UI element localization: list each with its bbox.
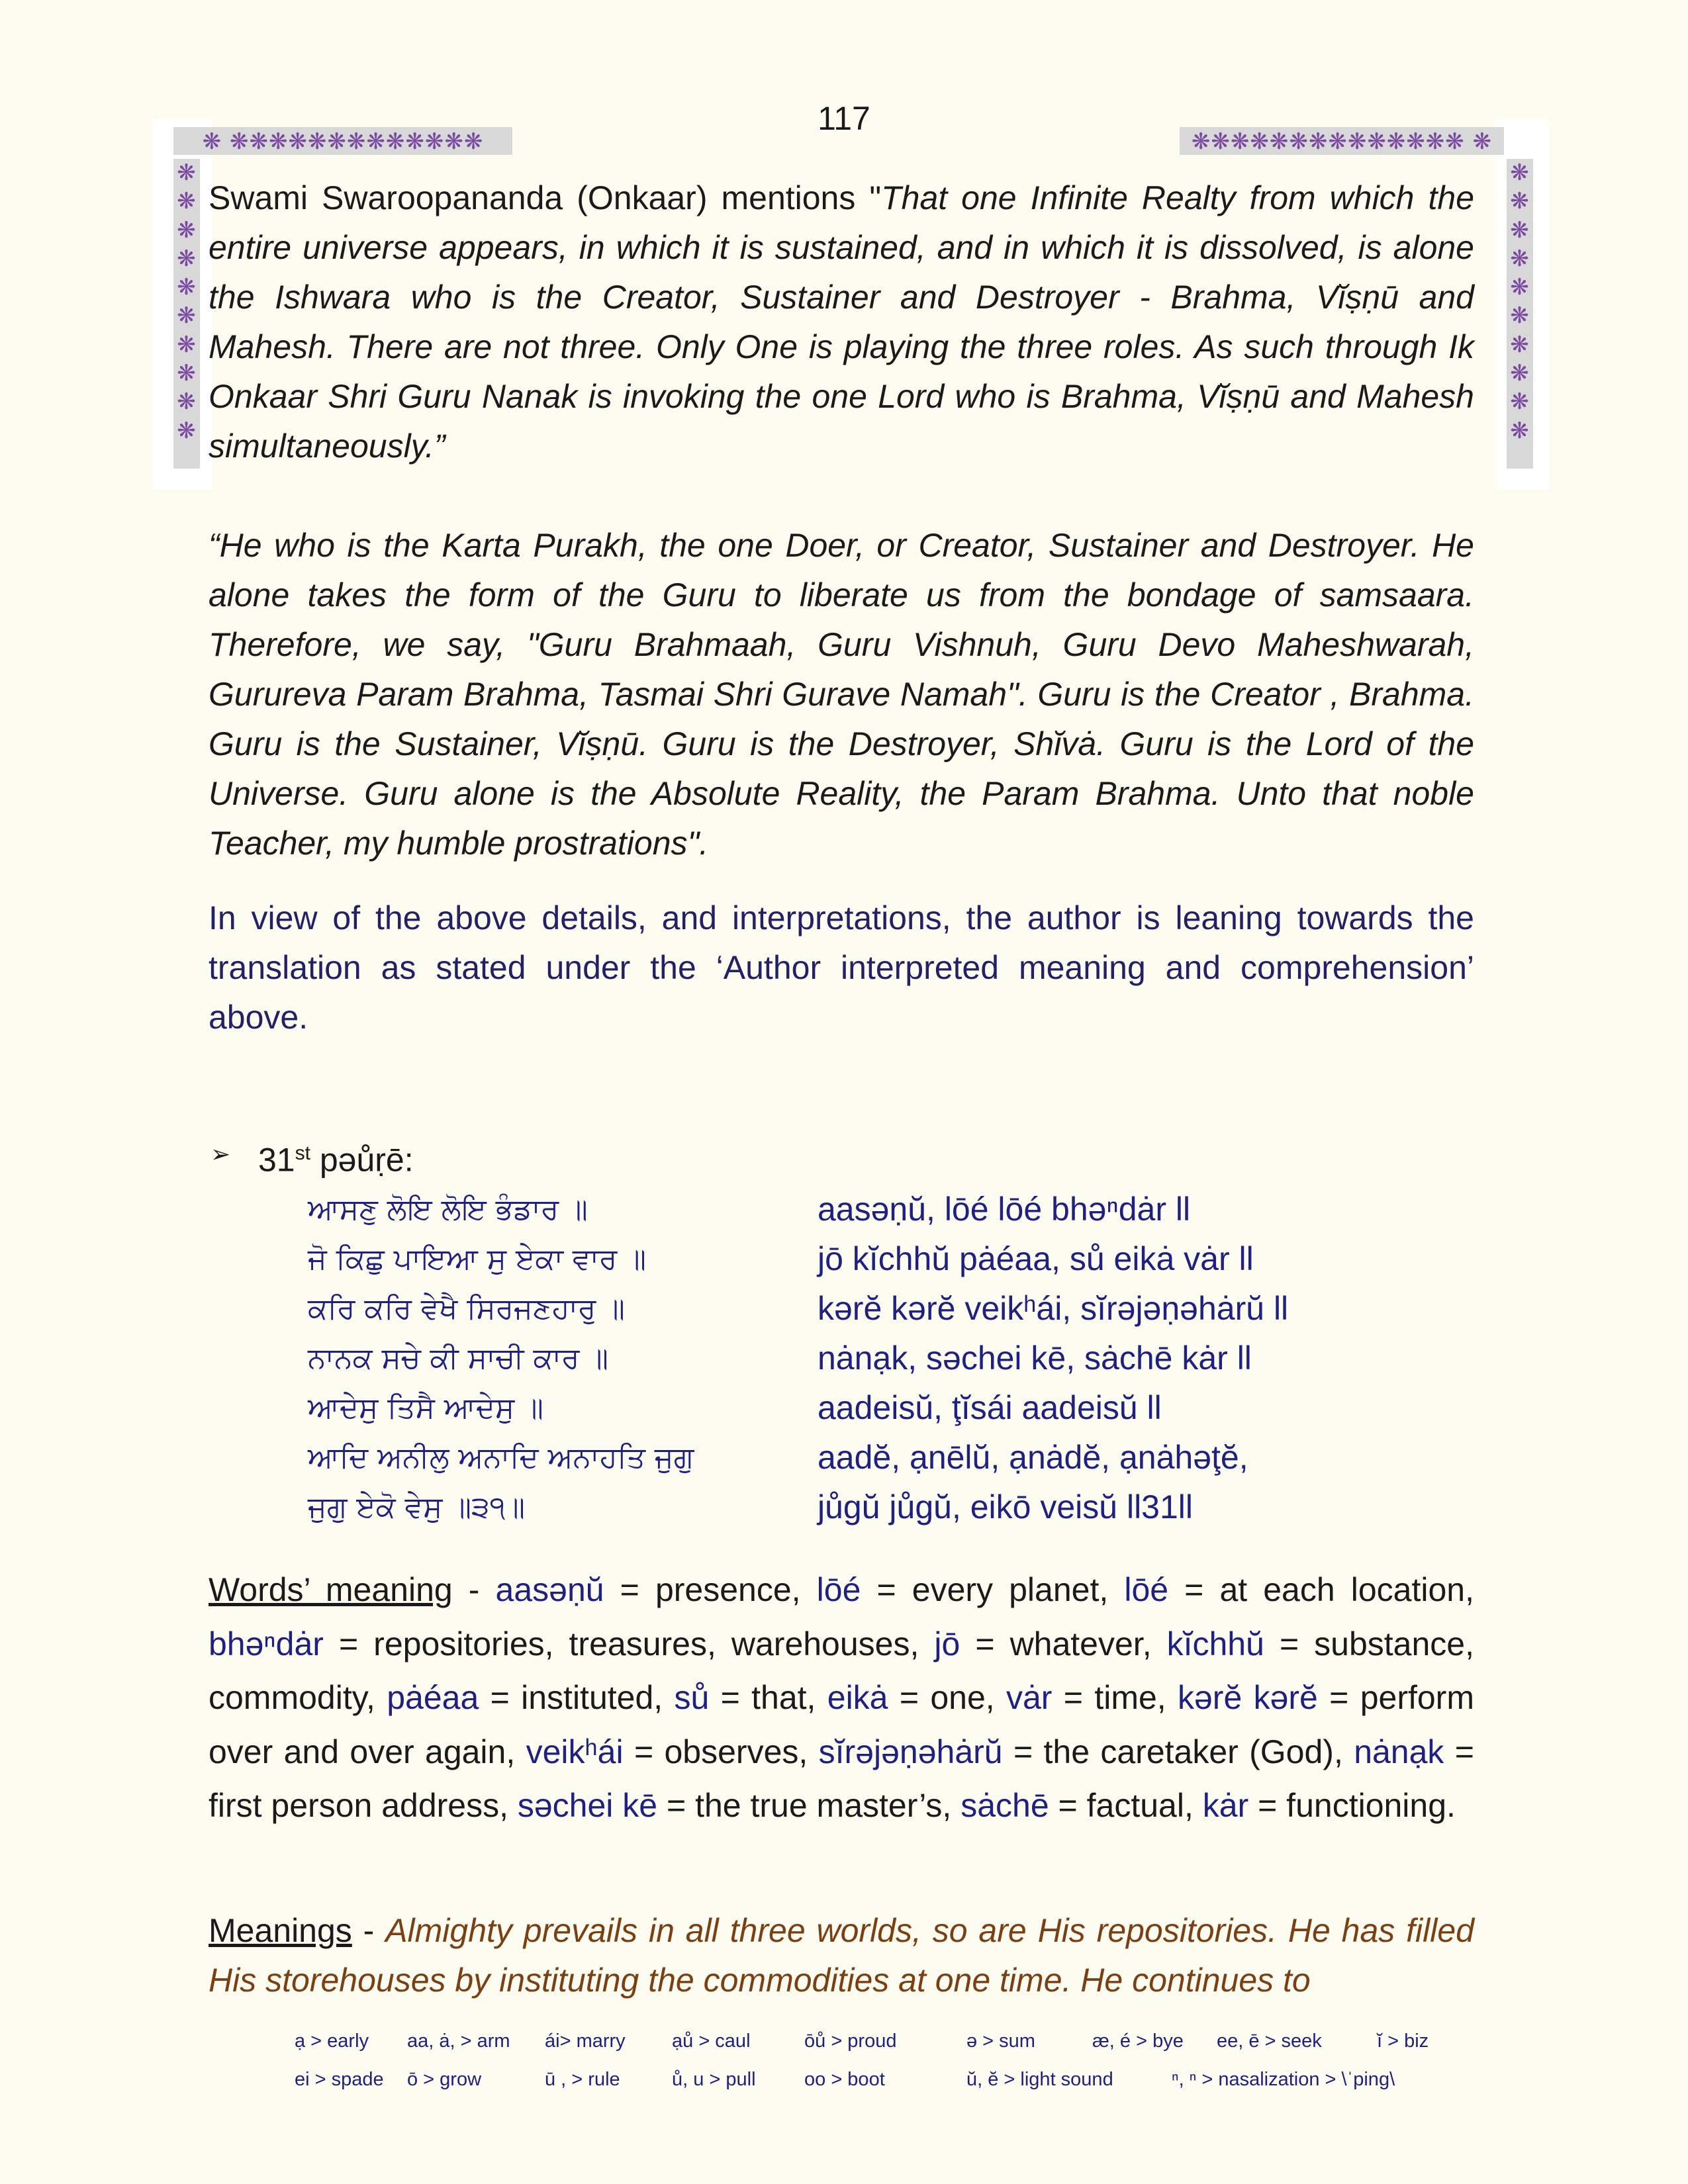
legend-item: ů, u > pull bbox=[672, 2069, 756, 2090]
gurmukhi-line: ਆਸਣੁ ਲੋਇ ਲੋਇ ਭੰਡਾਰ ॥ bbox=[308, 1193, 588, 1226]
legend-item: ĭ > biz bbox=[1377, 2030, 1429, 2052]
gurmukhi-verses bbox=[308, 1185, 694, 1532]
pronunciation-legend bbox=[295, 2030, 1486, 2107]
gurmukhi-line: ਨਾਨਕ ਸਚੇ ਕੀ ਸਾਚੀ ਕਾਰ ॥ bbox=[308, 1342, 609, 1375]
gurmukhi-line: ਆਦਿ ਅਨੀਲੁ ਅਨਾਦਿ ਅਨਾਹਤਿ ਜੁਗੁ bbox=[308, 1441, 694, 1475]
legend-item: ⁿ, ⁿ > nasalization > \ˈping\ bbox=[1172, 2069, 1395, 2090]
translit-line: nȧnạk, səchei kē, sȧchē kȧr ll bbox=[818, 1340, 1252, 1377]
words-meaning-label: Words’ meaning bbox=[209, 1571, 453, 1608]
page-number: 117 bbox=[818, 100, 870, 137]
word-definition: = substance, commodity, bbox=[209, 1625, 1475, 1716]
quote-karta-purakh: “He who is the Karta Purakh, the one Doer, or Creator, Sustainer and Destroyer. He alone takes the form of the Guru to liberate us from the bondage of samsaara. Therefore, we say, "Guru Brahmaah, Guru Vishnuh, Guru Devo Maheshwarah, Gurureva Param Brahma, Tasmai Shri Gurave Namah". Guru is the Creator , Brahma. Guru is the Sustainer, Vĭṣṇū. Guru is the Destroyer, Shĭvȧ. Guru is the Lord of the Universe. Guru alone is the Absolute Reality, the Param Brahma. Unto that noble Teacher, my humble prostrations". bbox=[209, 527, 1474, 862]
word-definition: = one, bbox=[888, 1679, 1006, 1716]
gurmukhi-line: ਆਦੇਸੁ ਤਿਸੈ ਆਦੇਸੁ ॥ bbox=[308, 1391, 543, 1425]
word-term: aasəṇŭ bbox=[495, 1571, 604, 1608]
translit-line: jůgŭ jůgŭ, eikō veisŭ ll31ll bbox=[818, 1488, 1194, 1525]
word-term: lōé bbox=[1124, 1571, 1169, 1608]
word-term: eikȧ bbox=[827, 1679, 888, 1716]
word-definition: = first person address, bbox=[209, 1733, 1474, 1824]
word-term: lōé bbox=[816, 1571, 861, 1608]
pauri-suffix: st bbox=[295, 1142, 310, 1164]
word-term: jō bbox=[934, 1625, 961, 1662]
legend-item: ō > grow bbox=[407, 2069, 482, 2090]
words-meaning-dash: - bbox=[452, 1571, 496, 1608]
word-definition: = instituted, bbox=[479, 1679, 675, 1716]
legend-item: ạ > early bbox=[295, 2030, 369, 2052]
word-definition: = time, bbox=[1052, 1679, 1178, 1716]
word-term: sů bbox=[674, 1679, 710, 1716]
meanings-text: Almighty prevails in all three worlds, so are His repositories. He has filled His storehouses by instituting the commodities at one time. He continues to bbox=[209, 1912, 1474, 1999]
meanings-label: Meanings bbox=[209, 1912, 352, 1949]
translit-line: kərĕ kərĕ veikʰái, sĭrəjəṇəhȧrŭ ll bbox=[818, 1290, 1289, 1327]
word-definition: = the caretaker (God), bbox=[1002, 1733, 1354, 1770]
word-definition: = observes, bbox=[623, 1733, 819, 1770]
word-term: pȧéaa bbox=[387, 1679, 479, 1716]
legend-item: ōů > proud bbox=[804, 2030, 897, 2052]
legend-row-2 bbox=[295, 2069, 1486, 2107]
word-definition: = whatever, bbox=[960, 1625, 1167, 1662]
legend-item: ạů > caul bbox=[672, 2030, 751, 2052]
word-definition: = at each location, bbox=[1168, 1571, 1474, 1608]
legend-row-1 bbox=[295, 2030, 1486, 2069]
pauri-title: pəůṛē: bbox=[310, 1141, 414, 1179]
translit-line: aadeisŭ, ţĭsái aadeisŭ ll bbox=[818, 1389, 1162, 1426]
transliteration-verses bbox=[818, 1185, 1288, 1532]
pauri-heading bbox=[258, 1134, 414, 1180]
word-definition: = that, bbox=[709, 1679, 827, 1716]
translit-line: aadĕ, ạnēlŭ, ạnȧdĕ, ạnȧhəţĕ, bbox=[818, 1439, 1248, 1476]
quote-swaroopananda-prefix: Swami Swaroopananda (Onkaar) mentions " bbox=[209, 179, 882, 216]
flower-border-right: ❋❋❋❋❋❋❋❋❋❋ bbox=[1507, 159, 1533, 469]
translit-line: jō kĭchhŭ pȧéaa, sů eikȧ vȧr ll bbox=[818, 1240, 1254, 1277]
quote-swaroopananda bbox=[209, 173, 1474, 471]
word-definition: = presence, bbox=[604, 1571, 817, 1608]
word-term: sĭrəjəṇəhȧrŭ bbox=[818, 1733, 1003, 1770]
gurmukhi-line: ਜੁਗੁ ਏਕੋ ਵੇਸੁ ॥੩੧॥ bbox=[308, 1490, 526, 1524]
word-definition: = every planet, bbox=[861, 1571, 1125, 1608]
quote-swaroopananda-text: That one Infinite Realty from which the entire universe appears, in which it is sustained, and in which it is dissolved, is alone the Ishwara who is the Creator, Sustainer and Destroyer - Brahma, Vĭṣṇū and Mahesh. There are not three. Only One is playing the three roles. As such through Ik Onkaar Shri Guru Nanak is invoking the one Lord who is Brahma, Vĭṣṇū and Mahesh simultaneously.” bbox=[209, 179, 1474, 465]
word-term: kərĕ kərĕ bbox=[1178, 1679, 1318, 1716]
author-note: In view of the above details, and interpretations, the author is leaning towards the translation as stated under the ‘Author interpreted meaning and comprehension’ above. bbox=[209, 899, 1474, 1036]
flower-border-top-right: ❋❋❋❋❋❋❋❋❋❋❋❋❋❋ ❋ bbox=[1180, 127, 1504, 155]
word-term: bhəⁿdȧr bbox=[209, 1625, 324, 1662]
word-definition: = factual, bbox=[1049, 1787, 1203, 1824]
bullet-arrow-icon: ➢ bbox=[211, 1140, 231, 1167]
legend-item: aa, ȧ, > arm bbox=[407, 2030, 510, 2052]
legend-item: ŭ, ĕ > light sound bbox=[966, 2069, 1113, 2090]
legend-item: ei > spade bbox=[295, 2069, 384, 2090]
flower-border-top-left: ❋ ❋❋❋❋❋❋❋❋❋❋❋❋❋ bbox=[173, 127, 512, 155]
word-term: kȧr bbox=[1202, 1787, 1249, 1824]
pauri-number: 31 bbox=[258, 1141, 295, 1179]
legend-item: ū , > rule bbox=[545, 2069, 620, 2090]
meanings-dash: - bbox=[352, 1912, 386, 1949]
word-term: sȧchē bbox=[961, 1787, 1049, 1824]
words-meaning-entries bbox=[209, 1571, 1474, 1824]
word-term: kĭchhŭ bbox=[1166, 1625, 1264, 1662]
meanings bbox=[209, 1906, 1474, 2005]
legend-item: ee, ē > seek bbox=[1217, 2030, 1322, 2052]
word-term: vȧr bbox=[1006, 1679, 1053, 1716]
word-definition: = the true master’s, bbox=[657, 1787, 961, 1824]
word-term: nȧnạk bbox=[1354, 1733, 1444, 1770]
word-definition: = perform over and over again, bbox=[209, 1679, 1474, 1770]
word-term: səchei kē bbox=[517, 1787, 658, 1824]
word-definition: = repositories, treasures, warehouses, bbox=[323, 1625, 935, 1662]
word-definition: = functioning. bbox=[1248, 1787, 1456, 1824]
legend-item: æ, é > bye bbox=[1092, 2030, 1184, 2052]
flower-border-left: ❋❋❋❋❋❋❋❋❋❋ bbox=[173, 159, 200, 469]
translit-line: aasəṇŭ, lōé lōé bhəⁿdȧr ll bbox=[818, 1191, 1191, 1228]
legend-item: oo > boot bbox=[804, 2069, 885, 2090]
legend-item: ə > sum bbox=[966, 2030, 1035, 2052]
word-term: veikʰái bbox=[526, 1733, 624, 1770]
gurmukhi-line: ਜੋ ਕਿਛੁ ਪਾਇਆ ਸੁ ਏਕਾ ਵਾਰ ॥ bbox=[308, 1242, 646, 1276]
words-meaning bbox=[209, 1563, 1474, 1833]
gurmukhi-line: ਕਰਿ ਕਰਿ ਵੇਖੈ ਸਿਰਜਣਹਾਰੁ ॥ bbox=[308, 1292, 625, 1326]
legend-item: ái> marry bbox=[545, 2030, 626, 2052]
